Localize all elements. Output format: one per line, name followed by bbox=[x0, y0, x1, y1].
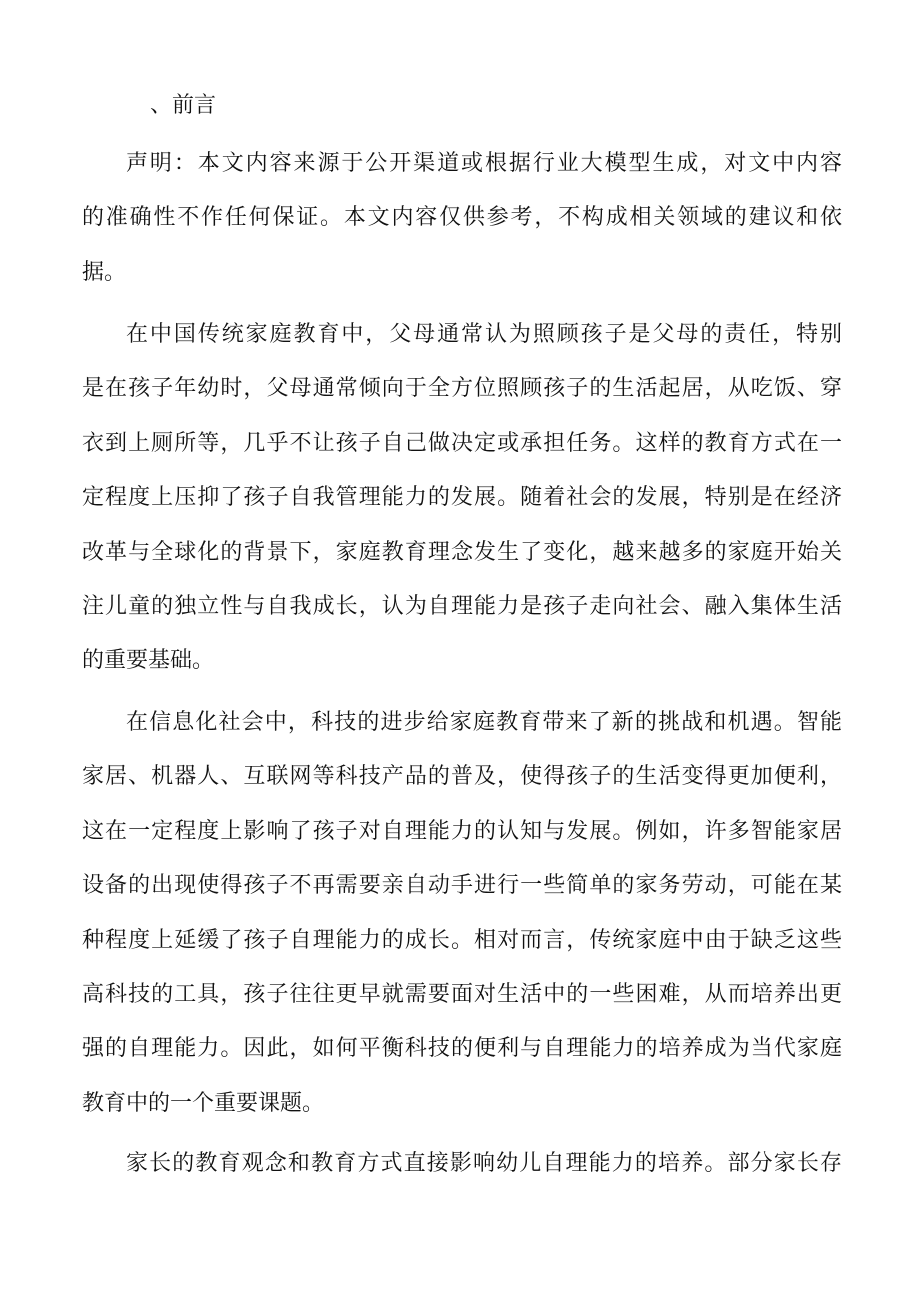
paragraph-line: 种程度上延缓了孩子自理能力的成长。相对而言，传统家庭中由于缺乏这些 bbox=[82, 927, 842, 953]
paragraph-line: 改革与全球化的背景下，家庭教育理念发生了变化，越来越多的家庭开始关 bbox=[82, 539, 842, 565]
paragraph-line: 教育中的一个重要课题。 bbox=[82, 1090, 325, 1116]
paragraph-information-society bbox=[82, 696, 842, 1131]
paragraph-parent-attitudes bbox=[82, 1137, 842, 1191]
paragraph-line: 的重要基础。 bbox=[82, 648, 215, 674]
section-heading: 、前言 bbox=[150, 93, 217, 118]
paragraph-disclaimer bbox=[82, 137, 842, 300]
paragraph-line: 是在孩子年幼时，父母通常倾向于全方位照顾孩子的生活起居，从吃饭、穿 bbox=[82, 376, 842, 402]
paragraph-line: 这在一定程度上影响了孩子对自理能力的认知与发展。例如，许多智能家居 bbox=[82, 818, 842, 844]
paragraph-line: 声明：本文内容来源于公开渠道或根据行业大模型生成，对文中内容 bbox=[126, 151, 842, 176]
paragraph-traditional-education bbox=[82, 308, 842, 689]
paragraph-line: 高科技的工具，孩子往往更早就需要面对生活中的一些困难，从而培养出更 bbox=[82, 981, 842, 1007]
paragraph-line: 的准确性不作任何保证。本文内容仅供参考，不构成相关领域的建议和依 bbox=[82, 205, 842, 231]
paragraph-line: 家居、机器人、互联网等科技产品的普及，使得孩子的生活变得更加便利， bbox=[82, 764, 842, 790]
paragraph-line: 据。 bbox=[82, 259, 127, 285]
paragraph-line: 强的自理能力。因此，如何平衡科技的便利与自理能力的培养成为当代家庭 bbox=[82, 1036, 842, 1062]
paragraph-line: 设备的出现使得孩子不再需要亲自动手进行一些简单的家务劳动，可能在某 bbox=[82, 873, 842, 899]
paragraph-line: 在中国传统家庭教育中，父母通常认为照顾孩子是父母的责任，特别 bbox=[126, 322, 842, 347]
paragraph-line: 在信息化社会中，科技的进步给家庭教育带来了新的挑战和机遇。智能 bbox=[126, 710, 842, 735]
paragraph-line: 家长的教育观念和教育方式直接影响幼儿自理能力的培养。部分家长存 bbox=[126, 1151, 842, 1176]
paragraph-line: 定程度上压抑了孩子自我管理能力的发展。随着社会的发展，特别是在经济 bbox=[82, 485, 842, 511]
paragraph-line: 注儿童的独立性与自我成长，认为自理能力是孩子走向社会、融入集体生活 bbox=[82, 593, 842, 619]
paragraph-line: 衣到上厕所等，几乎不让孩子自己做决定或承担任务。这样的教育方式在一 bbox=[82, 430, 842, 456]
